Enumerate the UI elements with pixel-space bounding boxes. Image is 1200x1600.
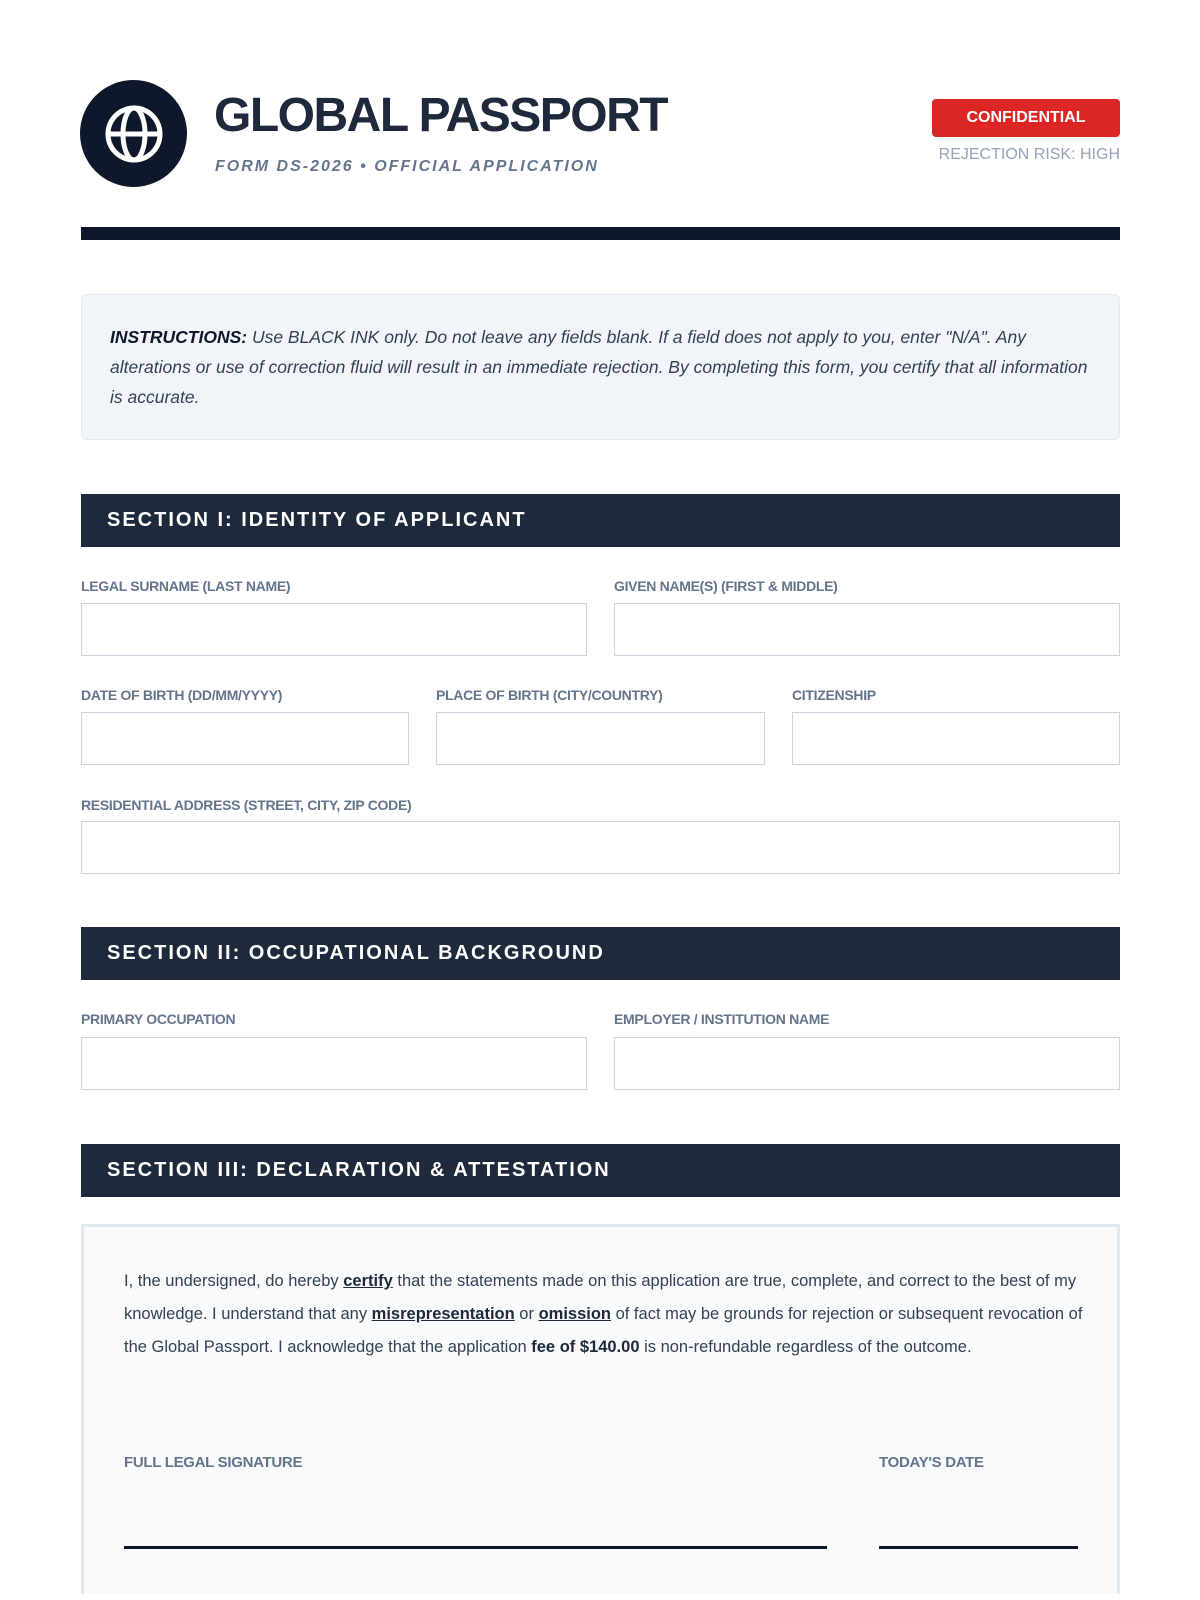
- instructions-box: [81, 294, 1120, 440]
- employer-label: EMPLOYER / INSTITUTION NAME: [614, 1011, 830, 1027]
- globe-logo: [80, 80, 187, 187]
- citizenship-label: CITIZENSHIP: [792, 687, 876, 703]
- instructions-label: INSTRUCTIONS:: [110, 327, 248, 347]
- decl-misrepresentation: misrepresentation: [371, 1305, 515, 1323]
- citizenship-input[interactable]: [792, 712, 1120, 765]
- occupation-input[interactable]: [81, 1037, 587, 1090]
- surname-label: LEGAL SURNAME (LAST NAME): [81, 578, 291, 594]
- dob-input[interactable]: [81, 712, 409, 765]
- declaration-text: [124, 1265, 1084, 1364]
- decl-certify: certify: [343, 1272, 393, 1290]
- section-2-header: SECTION II: OCCUPATIONAL BACKGROUND: [81, 927, 1120, 980]
- decl-text: or: [514, 1305, 539, 1323]
- confidential-badge: CONFIDENTIAL: [932, 99, 1120, 137]
- section-3-header: SECTION III: DECLARATION & ATTESTATION: [81, 1144, 1120, 1197]
- instructions-text: Use BLACK INK only. Do not leave any fields blank. If a field does not apply to you, enter "N/A". Any alterations or use of correction fluid will result in an immediate rejection. By completing this form, you certify that all information is accurate.: [110, 327, 1088, 407]
- signature-label: FULL LEGAL SIGNATURE: [124, 1454, 303, 1471]
- decl-text: that the statements made on this application are true, complete, and correct to the best of my knowledge. I understand that any: [124, 1272, 1077, 1323]
- globe-icon: [103, 103, 165, 165]
- date-label: TODAY'S DATE: [879, 1454, 984, 1471]
- declaration-box: [81, 1224, 1120, 1594]
- decl-text: is non-refundable regardless of the outcome.: [639, 1338, 972, 1356]
- rejection-risk: REJECTION RISK: HIGH: [938, 146, 1120, 163]
- form-title: GLOBAL PASSPORT: [214, 89, 668, 142]
- occupation-label: PRIMARY OCCUPATION: [81, 1011, 236, 1027]
- date-line[interactable]: [879, 1546, 1078, 1549]
- pob-label: PLACE OF BIRTH (CITY/COUNTRY): [436, 687, 663, 703]
- decl-fee: fee of $140.00: [531, 1338, 640, 1356]
- section-1-header: SECTION I: IDENTITY OF APPLICANT: [81, 494, 1120, 547]
- address-label: RESIDENTIAL ADDRESS (STREET, CITY, ZIP CODE): [81, 797, 412, 813]
- decl-omission: omission: [538, 1305, 611, 1323]
- surname-input[interactable]: [81, 603, 587, 656]
- employer-input[interactable]: [614, 1037, 1120, 1090]
- form-subtitle: FORM DS-2026 • OFFICIAL APPLICATION: [215, 158, 599, 175]
- dob-label: DATE OF BIRTH (DD/MM/YYYY): [81, 687, 283, 703]
- pob-input[interactable]: [436, 712, 765, 765]
- given-names-label: GIVEN NAME(S) (FIRST & MIDDLE): [614, 578, 838, 594]
- header-divider: [81, 227, 1120, 240]
- decl-text: I, the undersigned, do hereby: [124, 1272, 344, 1290]
- signature-line[interactable]: [124, 1546, 827, 1549]
- address-input[interactable]: [81, 821, 1120, 874]
- given-names-input[interactable]: [614, 603, 1120, 656]
- decl-text: of fact may be grounds for rejection or subsequent revocation of the Global Passport. I acknowledge that the application: [124, 1305, 1083, 1356]
